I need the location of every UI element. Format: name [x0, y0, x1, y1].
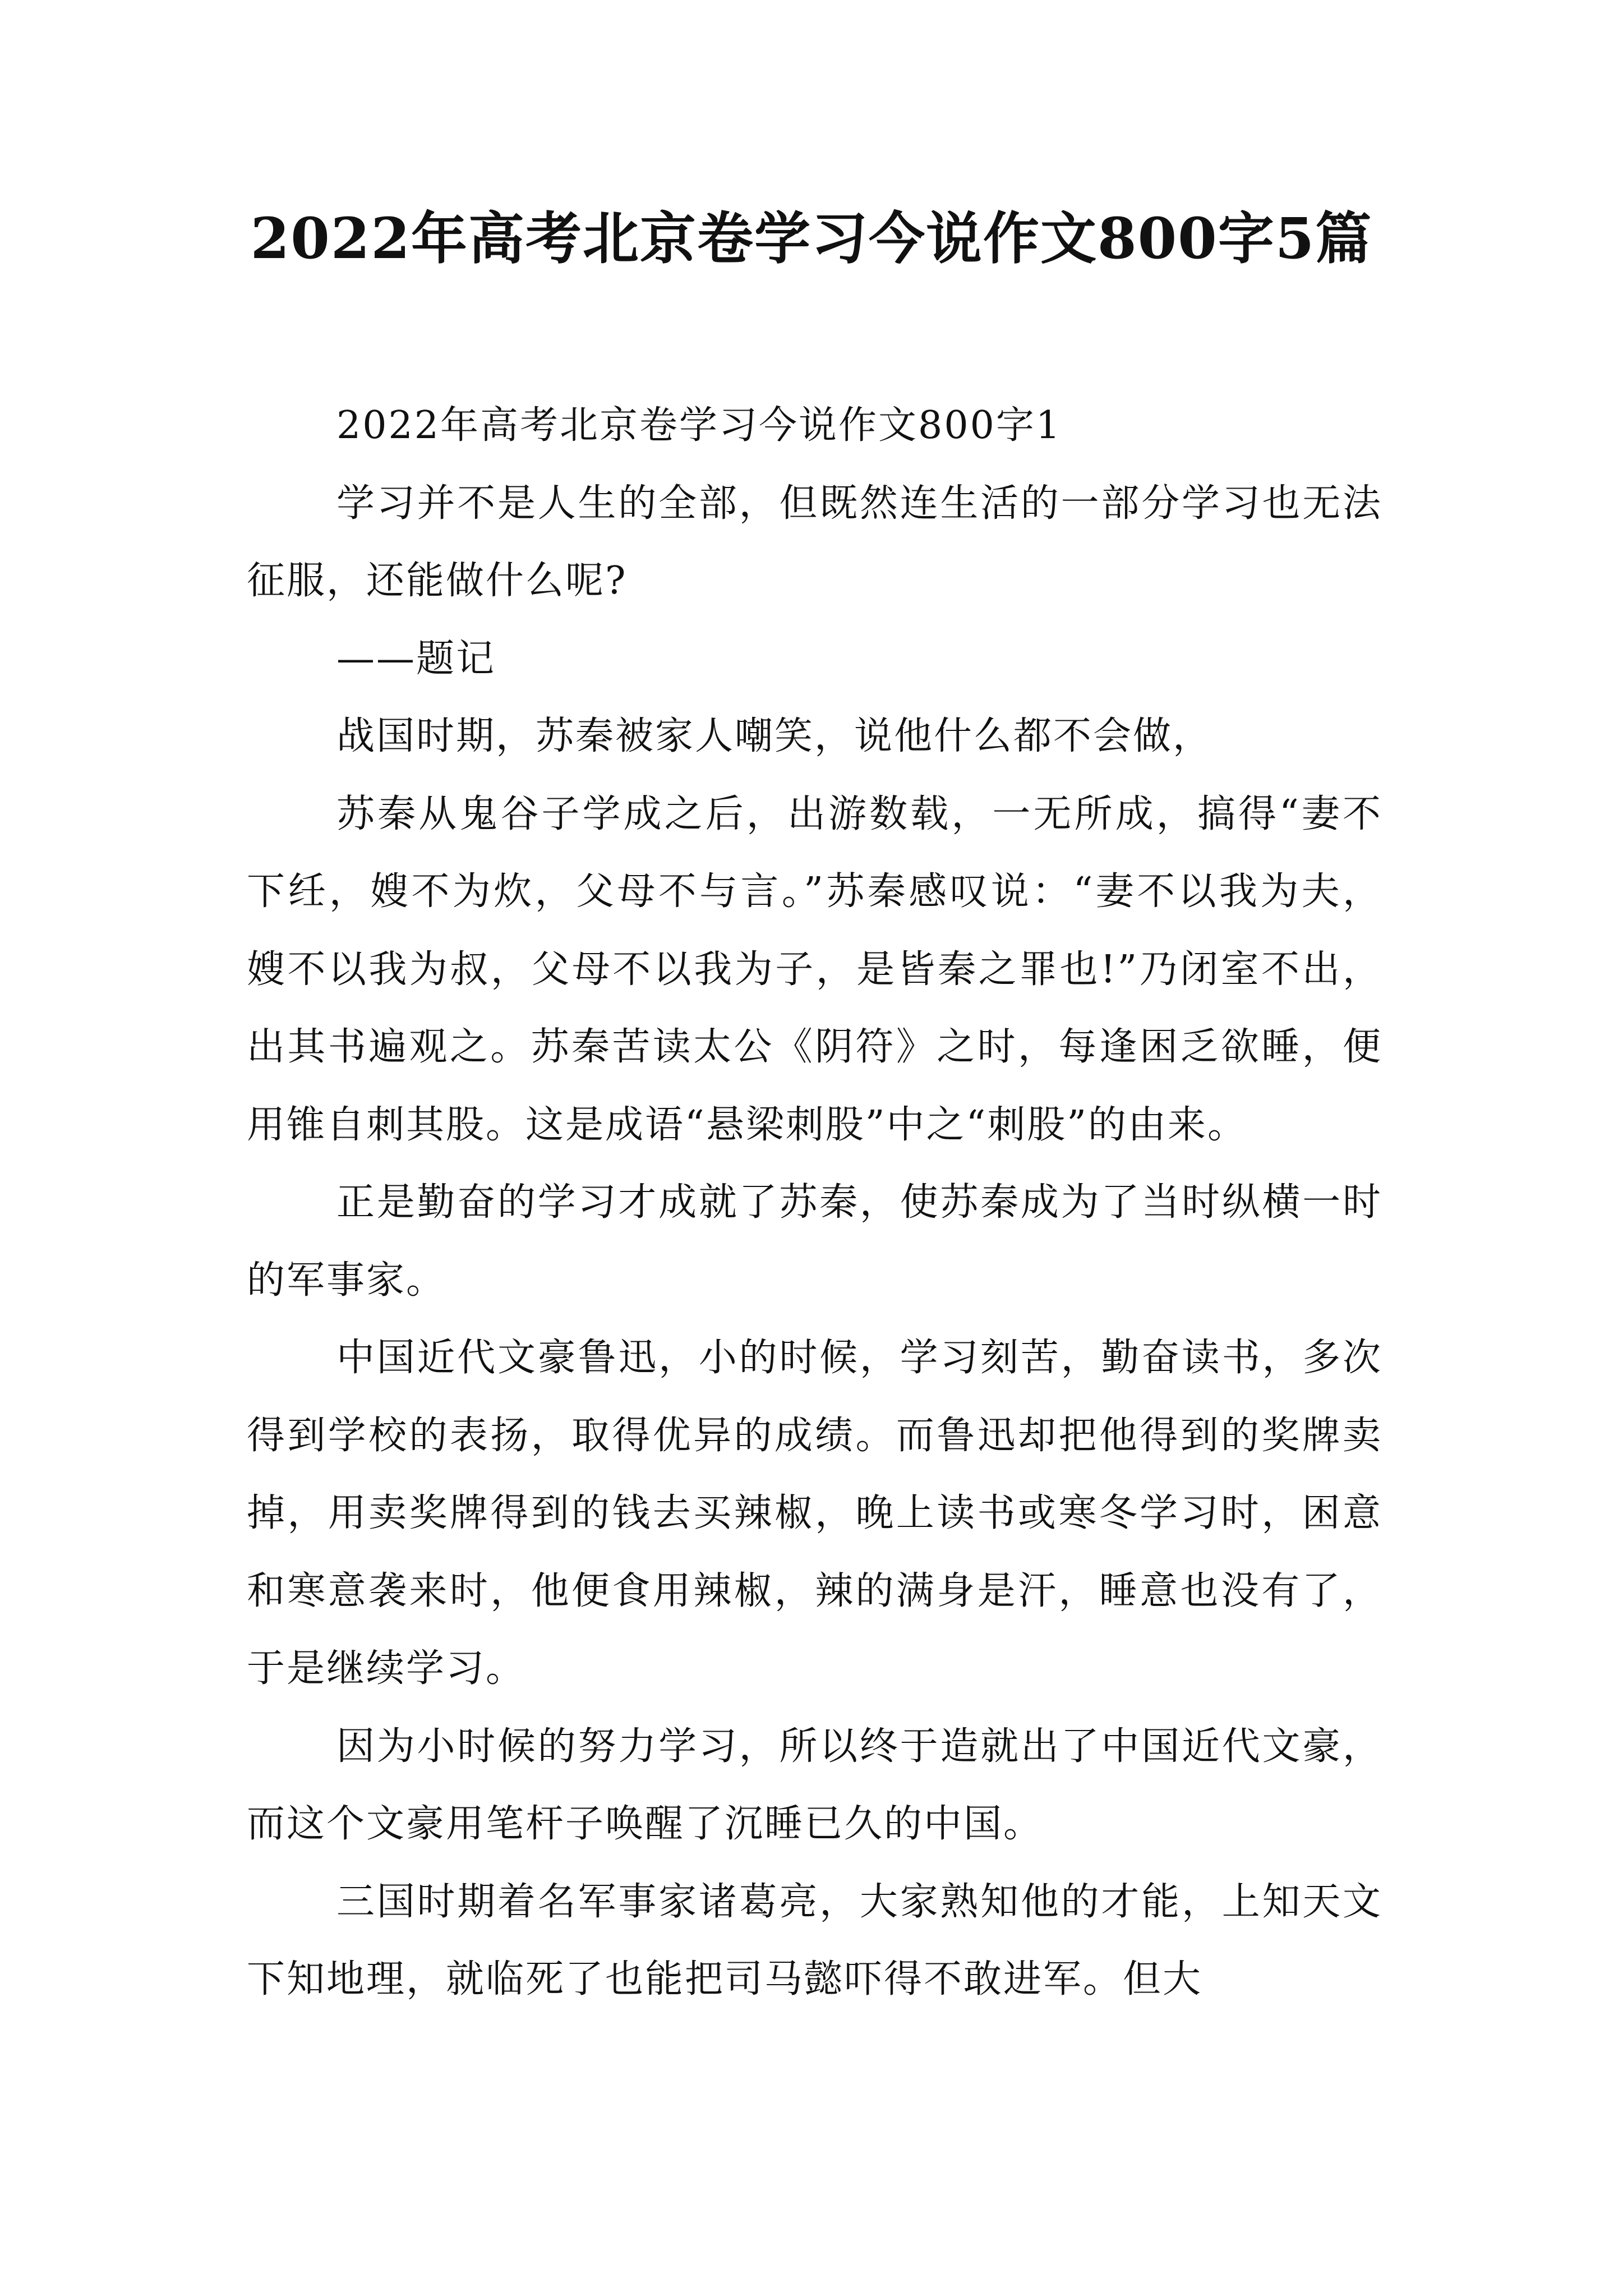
body-paragraph: 苏秦从鬼谷子学成之后，出游数载，一无所成，搞得“妻不下纴，嫂不为炊，父母不与言。”苏秦感叹说：“妻不以我为夫，嫂不以我为叔，父母不以我为子，是皆秦之罪也!”乃闭室不出，出其书遍观之。苏秦苦读太公《阴符》之时，每逢困乏欲睡，便用锥自刺其股。这是成语“悬梁刺股”中之“刺股”的由来。 [247, 792, 1382, 1147]
body-paragraph: 战国时期，苏秦被家人嘲笑，说他什么都不会做， [336, 714, 1213, 758]
document-body [247, 387, 1382, 2019]
epigraph-attribution: ——题记 [336, 636, 496, 681]
document-title: 2022年高考北京卷学习今说作文800字5篇 [250, 205, 1373, 272]
subheading-paragraph: 2022年高考北京卷学习今说作文800字1 [336, 403, 1062, 448]
body-paragraph: 学习并不是人生的全部，但既然连生活的一部分学习也无法征服，还能做什么呢? [247, 481, 1382, 603]
body-paragraph: 三国时期着名军事家诸葛亮，大家熟知他的才能，上知天文下知地理，就临死了也能把司马懿吓得不敢进军。但大 [247, 1879, 1382, 2001]
body-paragraph: 中国近代文豪鲁迅，小的时候，学习刻苦，勤奋读书，多次得到学校的表扬，取得优异的成绩。而鲁迅却把他得到的奖牌卖掉，用卖奖牌得到的钱去买辣椒，晚上读书或寒冬学习时，困意和寒意袭来时，他便食用辣椒，辣的满身是汗，睡意也没有了，于是继续学习。 [247, 1336, 1382, 1691]
body-paragraph: 正是勤奋的学习才成就了苏秦，使苏秦成为了当时纵横一时的军事家。 [247, 1180, 1382, 1303]
body-paragraph: 因为小时候的努力学习，所以终于造就出了中国近代文豪，而这个文豪用笔杆子唤醒了沉睡已久的中国。 [247, 1724, 1382, 1846]
